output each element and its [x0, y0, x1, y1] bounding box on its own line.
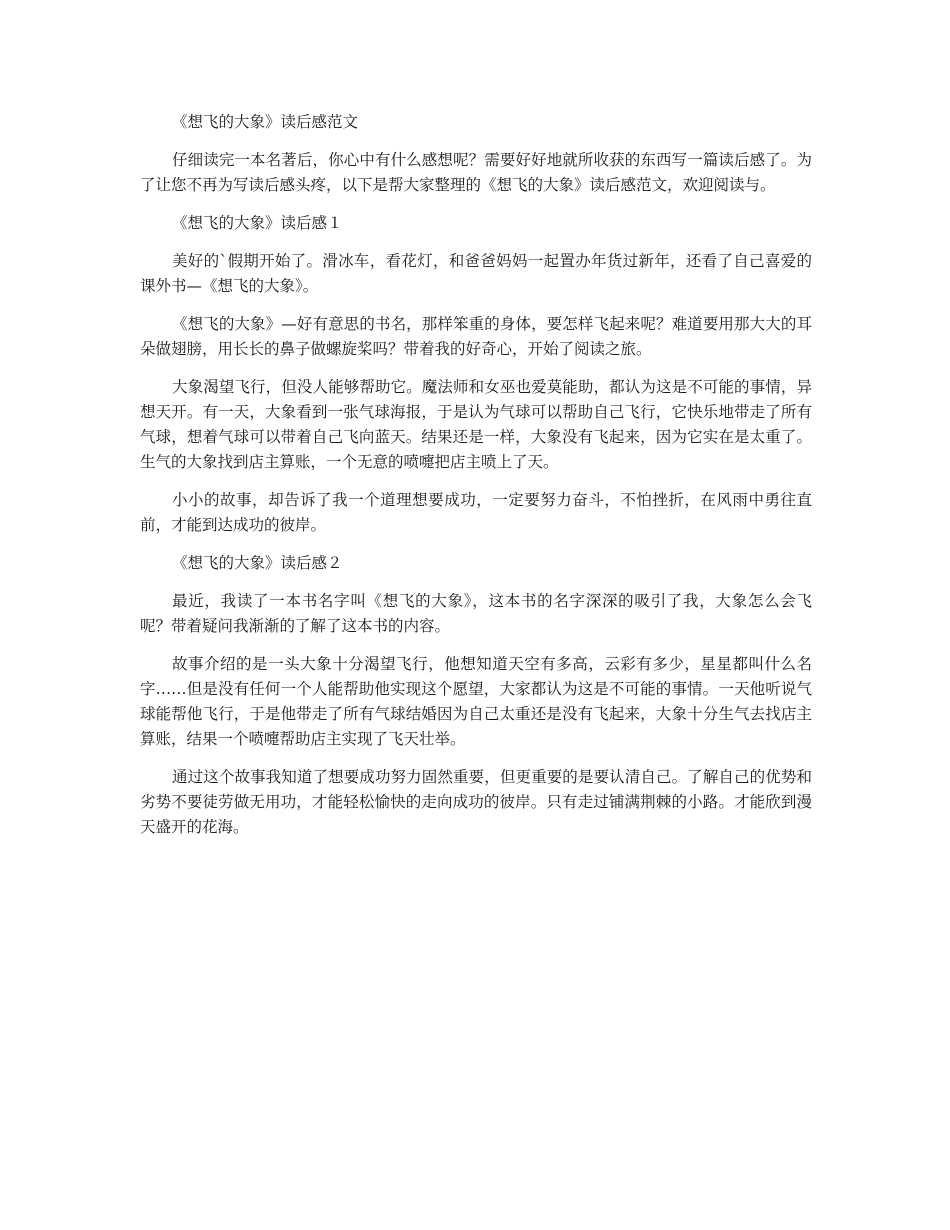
section-1-paragraph: 小小的故事，却告诉了我一个道理想要成功，一定要努力奋斗，不怕挫折，在风雨中勇往直前，才能到达成功的彼岸。	[140, 491, 812, 534]
section-2-heading: 《想飞的大象》读后感２	[172, 554, 343, 572]
section-1-paragraph: 美好的`假期开始了。滑冰车，看花灯，和爸爸妈妈一起置办年货过新年，还看了自己喜爱的课外书—《想飞的大象》。	[140, 252, 812, 295]
section-1-paragraph: 大象渴望飞行，但没人能够帮助它。魔法师和女巫也爱莫能助，都认为这是不可能的事情，异想天开。有一天，大象看到一张气球海报，于是认为气球可以帮助自己飞行，它快乐地带走了所有气球，想着气球可以带着自己飞向蓝天。结果还是一样，大象没有飞起来，因为它实在是太重了。生气的大象找到店主算账，一个无意的喷嚏把店主喷上了天。	[140, 378, 812, 471]
section-1-paragraph: 《想飞的大象》—好有意思的书名，那样笨重的身体，要怎样飞起来呢？难道要用那大大的耳朵做翅膀，用长长的鼻子做螺旋桨吗？带着我的好奇心，开始了阅读之旅。	[140, 315, 812, 358]
section-2-paragraph: 通过这个故事我知道了想要成功努力固然重要，但更重要的是要认清自己。了解自己的优势和劣势不要徒劳做无用功，才能轻松愉快的走向成功的彼岸。只有走过铺满荆棘的小路。才能欣到漫天盛开的花海。	[140, 768, 812, 836]
section-1-heading: 《想飞的大象》读后感１	[172, 214, 343, 232]
section-2-paragraph: 最近，我读了一本书名字叫《想飞的大象》，这本书的名字深深的吸引了我，大象怎么会飞呢？带着疑问我渐渐的了解了这本书的内容。	[140, 592, 812, 635]
section-2-paragraph: 故事介绍的是一头大象十分渴望飞行，他想知道天空有多高，云彩有多少，星星都叫什么名字……但是没有任何一个人能帮助他实现这个愿望，大家都认为这是不可能的事情。一天他听说气球能帮他飞行，于是他带走了所有气球结婚因为自己太重还是没有飞起来，大象十分生气去找店主算账，结果一个喷嚏帮助店主实现了飞天壮举。	[140, 655, 812, 748]
document-title: 《想飞的大象》读后感范文	[172, 113, 359, 131]
document-page	[140, 110, 812, 853]
intro-paragraph: 仔细读完一本名著后，你心中有什么感想呢？需要好好地就所收获的东西写一篇读后感了。为了让您不再为写读后感头疼，以下是帮大家整理的《想飞的大象》读后感范文，欢迎阅读与。	[140, 151, 812, 194]
